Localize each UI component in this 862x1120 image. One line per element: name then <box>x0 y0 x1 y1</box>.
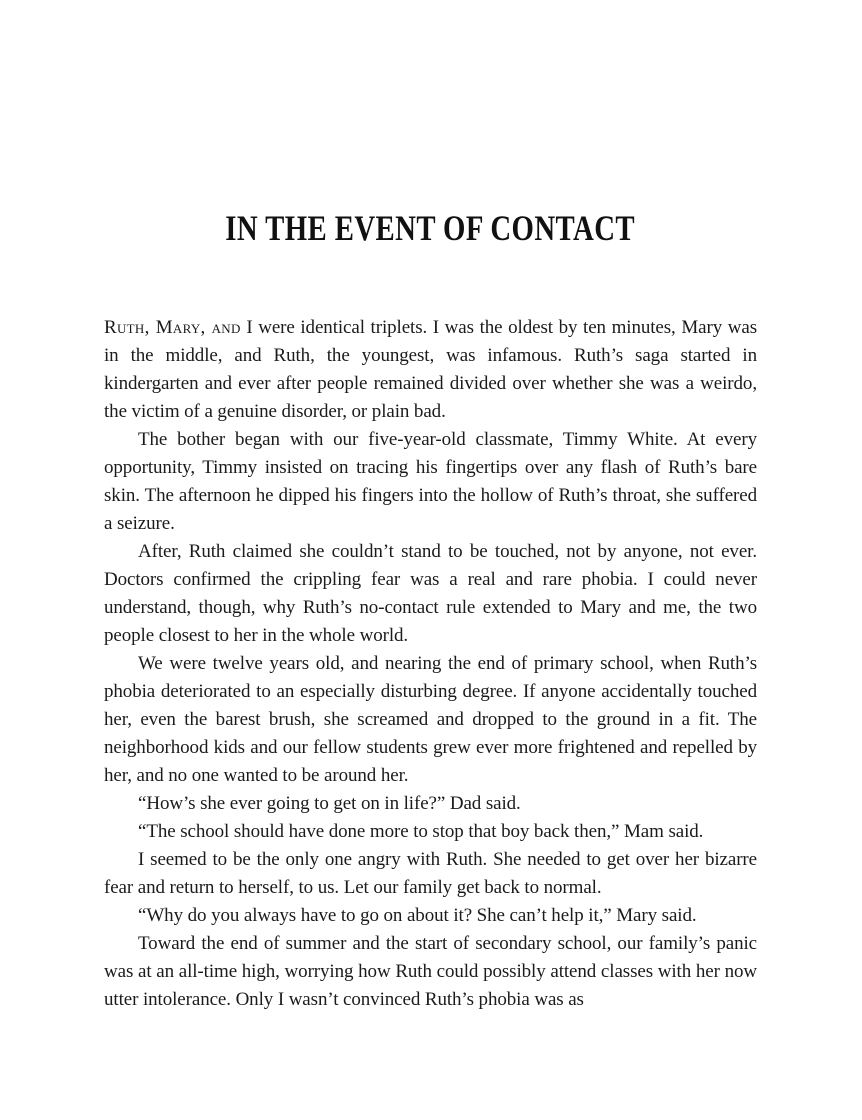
paragraph: The bother began with our five-year-old classmate, Timmy White. At every opportunity, Timmy insisted on tracing his fingertips over any flash of Ruth’s bare skin. The afternoon he dipped his fingers into the hollow of Ruth’s throat, she suffered a seizure. <box>104 429 757 534</box>
paragraph: After, Ruth claimed she couldn’t stand to be touched, not by anyone, not ever. Doctors confirmed the crippling fear was a real and rare phobia. I could never understand, though, why Ruth’s no-contact rule extended to Mary and me, the two people closest to her in the whole world. <box>104 541 757 646</box>
dialogue-paragraph: “The school should have done more to stop that boy back then,” Mam said. <box>138 821 704 842</box>
story-body <box>104 314 757 1014</box>
dialogue-paragraph: “How’s she ever going to get on in life?” Dad said. <box>138 793 521 814</box>
opening-paragraph <box>104 314 757 426</box>
chapter-title: IN THE EVENT OF CONTACT <box>225 208 636 248</box>
text-block <box>104 0 757 1014</box>
paragraph: I seemed to be the only one angry with Ruth. She needed to get over her bizarre fear and return to herself, to us. Let our family get back to normal. <box>104 849 757 898</box>
paragraph: We were twelve years old, and nearing the end of primary school, when Ruth’s phobia deteriorated to an especially disturbing degree. If anyone accidentally touched her, even the barest brush, she screamed and dropped to the ground in a fit. The neighborhood kids and our fellow students grew ever more frightened and repelled by her, and no one wanted to be around her. <box>104 653 757 786</box>
opening-small-caps: Ruth, Mary, and <box>104 317 241 338</box>
dialogue-paragraph: “Why do you always have to go on about it? She can’t help it,” Mary said. <box>138 905 697 926</box>
chapter-title-container <box>104 0 757 246</box>
paragraph: Toward the end of summer and the start of secondary school, our family’s panic was at an all-time high, worrying how Ruth could possibly attend classes with her now utter intolerance. Only I wasn’t convinced Ruth’s phobia was as <box>104 933 757 1010</box>
opening-paragraph-text: I were identical triplets. I was the oldest by ten minutes, Mary was in the middle, and Ruth, the youngest, was infamous. Ruth’s saga started in kindergarten and ever after people remained divided over whether she was a weirdo, the victim of a genuine disorder, or plain bad. <box>104 317 758 422</box>
